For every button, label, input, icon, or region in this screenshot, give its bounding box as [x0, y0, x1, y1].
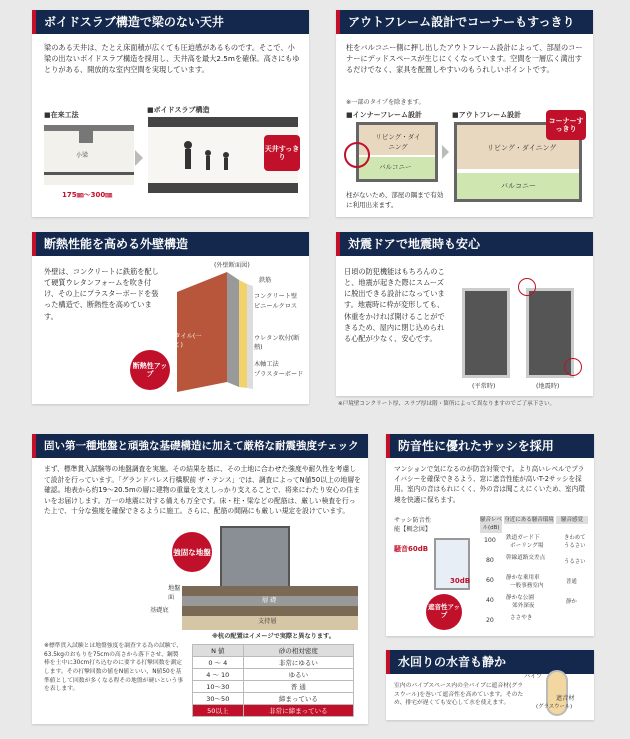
beam-label: 小梁: [76, 152, 89, 159]
ground-footnote: ※標準貫入試験とは地盤強度を調査する為の試験で、63.5kgのおもりを75cmの高さから落下させ、鋼製棒を土中に30cm打ち込むのに要する打撃回数を測定します。その打撃回数の値をN値といい、N値50を基準値として回数が多くなる程その地盤が硬いという事を表します。: [44, 643, 184, 693]
env-5: 静かな公園: [506, 595, 534, 601]
door-card: [336, 232, 593, 396]
noise-out-label: 騒音60dB: [394, 545, 429, 553]
door-normal-illustration: [462, 288, 510, 378]
outframe-title: アウトフレーム設計でコーナーもすっきり: [336, 10, 593, 34]
table-header: N 値: [193, 645, 244, 657]
foundation-base-label: 基礎底: [150, 607, 169, 614]
layer-label-board: プラスターボード: [254, 371, 304, 378]
sash-title: 防音性に優れたサッシを採用: [386, 434, 594, 458]
inner-frame-label: ■インナーフレーム設計: [346, 111, 422, 119]
noise-in-label: 30dB: [450, 577, 471, 585]
conventional-label: ■在来工法: [44, 111, 79, 119]
level-40: 40: [486, 597, 494, 604]
feel-header: 騒音感覚: [556, 516, 588, 524]
corner-badge: コーナーすっきり: [546, 110, 586, 140]
feel-3: 静か: [566, 599, 577, 605]
water-body: 室内のパイプスペース内の全パイプに遮音材(グラスウール)を巻いて遮音性を高めています。そのため、排宅が遅くても安心して水を使えます。: [394, 683, 524, 707]
outframe-body: 柱をバルコニー側に押し出したアウトフレーム設計によって、部屋のコーナーにデッドスペースが生じにくくなっています。空間を一層広く満出するだけでなく、家具を配置しやすいのもうれしいポイントです。: [346, 43, 583, 75]
material-sub-label: (グラスウール): [536, 704, 573, 710]
table-row: [193, 681, 354, 693]
pipe-label: パイプ: [524, 673, 543, 680]
ground-body: まず、標準貫入試験等の地盤調査を実施。その結果を基に、その土地に合わせた強度や耐久性を考慮して設計を行っています。「グランドパレス行橋駅前 ザ・テンス」では、調査によってN値50以上の地層を確認。地表から約19〜20.5mの層に建物の重量を支えしっかり支えることで、将来にわたり安心の住まいをお届けします。万一の地震に対する備えも万全です。床・柱・梁などの配筋は、厳しい検査を行った上で、十分な強度を確保できるように施工。さらに、配筋の間隔にも厳しい規定を設けています。: [44, 465, 361, 516]
env-header: 身近にある騒音環境: [504, 517, 554, 523]
void-slab-body: 梁のある天井は、たとえ床面積が広くても圧迫感があるものです。そこで、小梁の出ないボイドスラブ構造を採用し、天井高を最大2.5mを確保。高さにもゆとりがある、開放的な室内空間を実現しています。: [44, 43, 300, 75]
beam: [79, 131, 93, 143]
layer-label-cloth: ビニールクロス: [254, 303, 298, 310]
quake-circle-bottom-icon: [564, 358, 582, 376]
table-header: 砂の相対密度: [243, 645, 353, 657]
pile-image-note: ※杭の配置はイメージで実際と異なります。: [212, 633, 335, 640]
table-cell: 30〜50: [193, 693, 244, 705]
env-0: 鉄道ガード下: [506, 535, 540, 541]
material-label: 遮音材: [556, 695, 575, 702]
inner-living-label: リビング・ダイニング: [375, 133, 421, 151]
ceiling-badge: 天井すっきり: [264, 135, 300, 171]
section-label: (外壁断面図): [214, 262, 250, 269]
floor-line: [44, 172, 134, 175]
table-cell: 10〜30: [193, 681, 244, 693]
corner-circle-icon: [344, 142, 370, 168]
table-cell: 0 〜 4: [193, 657, 244, 669]
insulation-badge: 断熱性アップ: [130, 350, 170, 390]
outer-balcony-label: バルコニー: [501, 182, 536, 190]
table-row: [193, 669, 354, 681]
table-cell: 普 通: [243, 681, 353, 693]
level-20: 20: [486, 617, 494, 624]
water-card: [386, 650, 594, 720]
table-cell: ゆるい: [243, 669, 353, 681]
feel-2: 普通: [566, 579, 577, 585]
door-footnote: ※戸境壁コンクリート厚、スラブ厚は階・箇所によって異なりますのでご了承下さい。: [338, 401, 556, 407]
level-60: 60: [486, 577, 494, 584]
insulation-body: 外壁は、コンクリートに鉄筋を配して硬質ウレタンフォームを吹き付け、その上にプラスターボードを張った構造で、断熱性を高めています。: [44, 267, 159, 321]
layer-label-urethane: ウレタン吹付(断熱): [254, 335, 300, 352]
table-cell: 50以上: [193, 705, 244, 717]
outer-living-label: リビング・ダイニング: [487, 144, 557, 152]
ground-surface-label: 地盤面: [168, 585, 181, 602]
table-cell: 非常に締まっている: [243, 705, 353, 717]
void-label: ■ボイドスラブ構造: [147, 106, 210, 114]
conventional-room-illustration: [44, 125, 134, 185]
table-cell: 非常にゆるい: [243, 657, 353, 669]
level-80: 80: [486, 557, 494, 564]
env-6: 郊外深夜: [512, 603, 535, 609]
env-4: 一般事務室内: [510, 583, 544, 589]
insulation-title: 断熱性能を高める外壁構造: [32, 232, 309, 256]
ground-badge: 強固な地盤: [172, 532, 212, 572]
void-slab-card: [32, 10, 309, 217]
outframe-caption: 柱がないため、部屋の隅まで有効に利用出来ます。: [346, 191, 444, 210]
ground-card: [32, 434, 368, 724]
door-normal-caption: (平常時): [472, 383, 496, 390]
outframe-card: [336, 10, 593, 217]
arrow-icon: [135, 150, 143, 166]
n-value-table: [192, 644, 354, 717]
level-100: 100: [484, 537, 496, 544]
env-1: ボーリング場: [510, 543, 544, 549]
table-cell: 締まっている: [243, 693, 353, 705]
door-body: 日頃の防犯機能はもちろんのこと、地震が起きた際にスムーズに脱出できる設計になっています。地震時に枠が変形しても、休重をかければ開けることができるため、屋内に閉じ込められる心配が少なく、安心です。: [344, 267, 445, 343]
tile-label: 外装タイル(一部除く): [162, 333, 202, 350]
outer-frame-label: ■アウトフレーム設計: [452, 111, 522, 119]
table-row: [193, 657, 354, 669]
quake-circle-top-icon: [518, 278, 536, 296]
arrow-icon: [442, 145, 449, 159]
layer-label-concrete: コンクリート壁: [254, 293, 298, 300]
ground-title: 固い第一種地盤と頑強な基礎構造に加えて厳格な耐震強度チェック: [32, 434, 368, 458]
env-7: ささやき: [510, 615, 533, 621]
void-slab-title: ボイドスラブ構造で梁のない天井: [32, 10, 309, 34]
outframe-note: ※一部のタイプを除きます。: [346, 99, 425, 106]
table-cell: 4 〜 10: [193, 669, 244, 681]
door-quake-caption: (地震時): [536, 383, 560, 390]
inner-balcony-label: バルコニー: [379, 163, 412, 171]
insulation-card: [32, 232, 309, 404]
door-title: 対震ドアで地震時も安心: [336, 232, 593, 256]
level-header: 騒音レベル(dB): [480, 517, 503, 532]
table-row: [193, 693, 354, 705]
support-layer-label: 支持層: [258, 618, 277, 625]
sash-body: マンションで気になるのが防音対策です。より高いレベルでプライバシーを確保できるよう、窓に遮音性能が高いT-2サッシを採用。室内の音はもれにくく、外の音は聞こえにくいため、室内環境を快適に保ちます。: [394, 465, 585, 504]
sash-badge: 遮音性アップ: [426, 594, 462, 630]
feel-1: うるさい: [564, 559, 586, 565]
layer-label-wood: 木軸工法: [254, 361, 279, 368]
sash-card: [386, 434, 594, 636]
env-3: 静かな乗用車: [506, 575, 540, 581]
sash-spec-title: サッシ防音性能【概念図】: [394, 517, 432, 534]
dimension-label: 175㎜〜300㎜: [62, 191, 113, 199]
layer-label-rebar: 鉄筋: [259, 277, 272, 284]
water-title: 水回りの水音も静か: [386, 650, 594, 674]
feel-0: きわめてうるさい: [564, 535, 586, 550]
table-row: [193, 705, 354, 717]
layer-label: 層 礎: [262, 597, 277, 604]
env-2: 幹線道路交差点: [506, 555, 546, 561]
